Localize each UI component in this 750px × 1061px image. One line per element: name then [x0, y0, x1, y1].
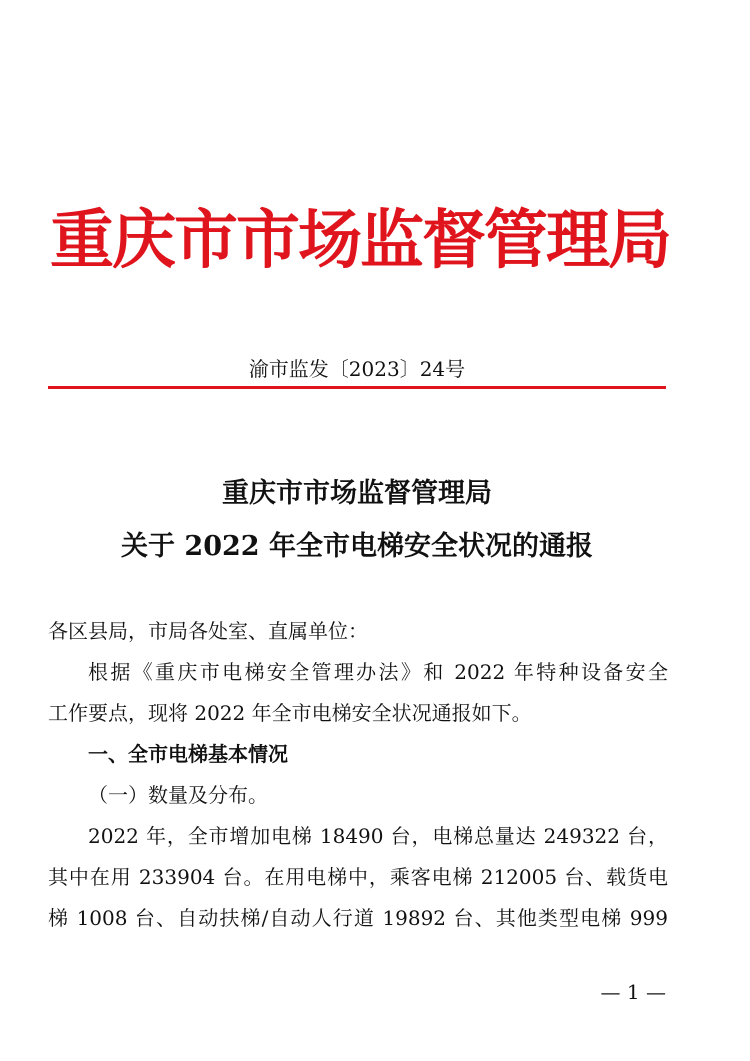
- document-title-line-2: 关于 2022 年全市电梯安全状况的通报: [121, 531, 593, 562]
- intro-paragraph-line-2: 工作要点，现将 2022 年全市电梯安全状况通报如下。: [48, 701, 532, 725]
- intro-paragraph-line-1: 根据《重庆市电梯安全管理办法》和 2022 年特种设备安全: [88, 660, 668, 684]
- statistics-paragraph-line-1: 2022 年，全市增加电梯 18490 台，电梯总量达 249322 台，: [88, 824, 668, 848]
- subsection-heading: （一）数量及分布。: [88, 783, 268, 807]
- red-separator-line: [48, 386, 666, 389]
- statistics-paragraph-line-3: 梯 1008 台、自动扶梯/自动人行道 19892 台、其他类型电梯 999: [48, 906, 668, 930]
- salutation: 各区县局，市局各处室、直属单位：: [48, 619, 368, 643]
- document-title-line-1: 重庆市市场监督管理局: [222, 478, 492, 509]
- page-number: — 1 —: [600, 980, 666, 1004]
- issuer-letterhead: 重庆市市场监督管理局: [50, 203, 670, 278]
- section-heading: 一、全市电梯基本情况: [88, 742, 288, 766]
- statistics-paragraph-line-2: 其中在用 233904 台。在用电梯中，乘客电梯 212005 台、载货电: [48, 865, 668, 889]
- document-number: 渝市监发〔2023〕24号: [248, 357, 466, 381]
